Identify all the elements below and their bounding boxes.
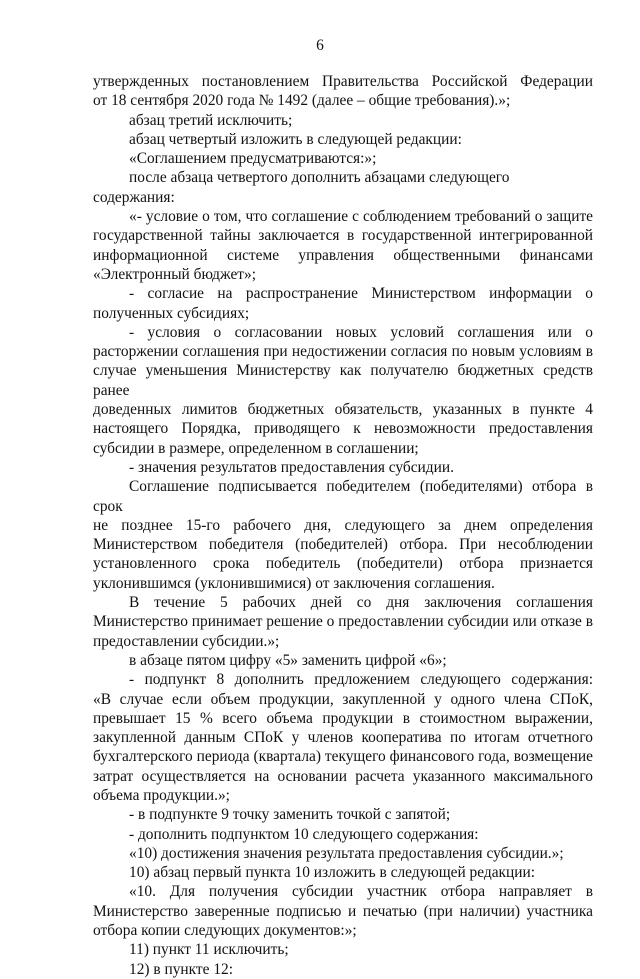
text-line: не позднее 15-го рабочего дня, следующего за днем определения [93,516,593,534]
text-line: «В случае если объем продукции, закупленной у одного члена СПоК, [93,690,593,708]
text-line: после абзаца четвертого дополнить абзацами следующего содержания: [93,169,510,206]
text-line: - дополнить подпунктом 10 следующего содержания: [129,825,479,843]
text-line: - значения результатов предоставления субсидии. [129,458,454,476]
text-line: от 18 сентября 2020 года № 1492 (далее – общие требования).»; [93,92,511,110]
text-line: 10) абзац первый пункта 10 изложить в следующей редакции: [129,864,536,882]
page-number: 6 [316,37,324,54]
text-line: государственной тайны заключается в государственной интегрированной [93,227,593,245]
text-line: объема продукции.»; [93,786,230,804]
text-line: Министерством победителя (победителей) отбора. При несоблюдении [93,536,593,554]
document-body [93,72,593,979]
text-line: субсидии в размере, определенном в соглашении; [93,439,419,457]
text-line: закупленной данным СПоК у членов кооператива по итогам отчетного [93,729,593,747]
text-line: «10) достижения значения результата предоставления субсидии.»; [129,844,564,862]
text-line: полученных субсидиях; [93,304,250,322]
text-line: абзац третий исключить; [129,111,293,129]
text-line: установленного срока победитель (победители) отбора признается [93,555,593,573]
text-line: бухгалтерского периода (квартала) текущего финансового года, возмещение [93,748,593,766]
text-line: информационной системе управления общественными финансами [93,246,593,264]
text-line: - в подпункте 9 точку заменить точкой с запятой; [129,806,451,824]
text-line: затрат осуществляется на основании расчета указанного максимального [93,767,593,785]
text-line: Министерство принимает решение о предоставлении субсидии или отказе в [93,613,593,631]
text-line: утвержденных постановлением Правительства Российской Федерации [93,73,593,90]
text-line: превышает 15 % всего объема продукции в стоимостном выражении, [93,709,593,727]
text-line: «Соглашением предусматриваются:»; [129,150,377,168]
text-line: - согласие на распространение Министерством информации о [129,285,593,303]
text-line: - условия о согласовании новых условий соглашения или о [129,323,593,341]
text-line: расторжении соглашения при недостижении согласия по новым условиям в [93,343,593,361]
text-line: предоставлении субсидии.»; [93,632,280,650]
text-line: «Электронный бюджет»; [93,265,256,283]
text-line: в абзаце пятом цифру «5» заменить цифрой «6»; [129,651,447,669]
text-line: «- условие о том, что соглашение с соблюдением требований о защите [129,208,593,226]
text-line: отбора копии следующих документов:»; [93,922,357,940]
text-line: настоящего Порядка, приводящего к невозможности предоставления [93,420,593,438]
text-line: В течение 5 рабочих дней со дня заключения соглашения [129,594,593,612]
text-line: абзац четвертый изложить в следующей редакции: [129,130,462,148]
text-line: 12) в пункте 12: [129,960,233,978]
text-line: «10. Для получения субсидии участник отбора направляет в [129,883,593,901]
text-line: Министерство заверенные подписью и печатью (при наличии) участника [93,902,593,920]
text-line: Соглашение подписывается победителем (победителями) отбора в срок [93,478,593,515]
text-line: - подпункт 8 дополнить предложением следующего содержания: [129,671,593,689]
text-line: 11) пункт 11 исключить; [129,941,289,959]
text-line: доведенных лимитов бюджетных обязательств, указанных в пункте 4 [93,401,593,419]
text-line: случае уменьшения Министерству как получателю бюджетных средств ранее [93,362,593,399]
text-line: уклонившимся (уклонившимися) от заключения соглашения. [93,574,495,592]
